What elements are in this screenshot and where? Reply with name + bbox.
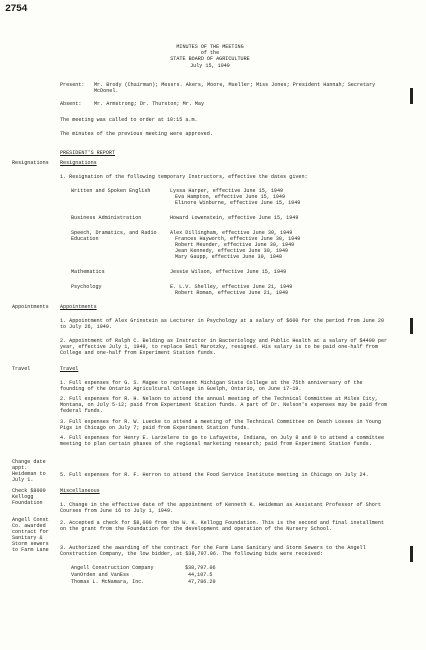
resignation-name: Eva Hampton, effective June 15, 1949 [175,194,286,200]
bid-amount: $38,797.06 [185,565,216,571]
margin-note-check: Check $8000 Kellogg Foundation [12,488,46,506]
travel-item: 1. Full expenses for G. S. Magee to represent Michigan State College at the 75th anniversary of the founding of the Ontario Agricultural College in Guelph, Ontario, on June 17-19. [60,380,363,392]
resignation-dept: Psychology [71,284,102,290]
resignation-name: Frances Hayworth, effective June 30, 1949 [175,236,301,242]
travel-item: 4. Full expenses for Henry E. Larzelere to go to Lafayette, Indiana, on July 8 and 9 to attend a committee meeting to plan certain phases of the regional marketing research; paid from Experiment Station funds. [60,435,385,447]
appointment-item: 2. Appointment of Ralph C. Belding as Instructor in Bacteriology and Public Health at a salary of $4400 per year, effective July 1, 1949, to replace Emil Marotzky, resigned. His salary is to be paid one-half from College and one-half from Experiment Station funds. [60,338,388,356]
absent-label: Absent: [60,101,82,107]
resignation-name: Lyssa Harper, effective June 15, 1949 [170,188,284,194]
absent-text: Mr. Armstrong; Dr. Thurston; Mr. May [94,101,205,107]
margin-travel: Travel [12,366,31,372]
appointment-item: 1. Appointment of Alex Grinstein as Lecturer in Psychology at a salary of $600 for the period from June 20 to July 26, 1949. [60,318,385,330]
resignation-dept: Written and Spoken English [71,188,151,194]
scan-mark-2 [410,318,413,334]
resignation-name: Mary Gaupp, effective June 30, 1949 [175,254,282,260]
resignation-name: Jean Kennedy, effective June 30, 1949 [175,248,289,254]
resignation-name: Robert Meunder, effective June 30, 1949 [175,242,295,248]
scan-mark-3 [410,546,413,562]
present-text: Mr. Brody (Chairman); Messrs. Akers, Moore, Mueller; Miss Jones; President Hannah; Secretary McDonel. [94,82,376,94]
header-line-2: of the [200,50,220,56]
order-text: The meeting was called to order at 10:15 a.m. [60,117,198,123]
misc-item: 3. Authorized the awarding of the contract for the Farm Lane Sanitary and Storm Sewers to the Angell Construction Company, the low bidder, at $38,797.06. The following bids were received: [60,545,366,557]
page-number: 2754 [5,4,28,15]
misc-item: 2. Accepted a check for $8,000 from the W. K. Kellogg Foundation. This is the second and final installment on the grant from the Foundation for the development and operation of the Nursery School. [60,520,385,532]
resignation-name: Howard Lowenstein, effective June 15, 1949 [170,215,299,221]
minutes-text: The minutes of the previous meeting were approved. [60,131,213,137]
miscellaneous-heading: Miscellaneous [60,488,100,494]
resignation-name: E. L.V. Shelley, effective June 21, 1949 [170,284,293,290]
resignation-dept: Business Administration [71,215,142,221]
appointments-heading: Appointments [60,304,97,310]
resignation-name: Elinore Winburne, effective June 15, 1949 [175,200,301,206]
header-line-1: MINUTES OF THE MEETING [176,44,244,50]
bid-name: Thomas L. McNamara, Inc. [71,579,145,585]
margin-note-change-date: Change date appt. Heideman to July 1. [12,459,46,483]
header-date: July 15, 1949 [190,63,230,69]
misc-item: 1. Change in the effective date of the appointment of Kenneth K. Heideman as Assistant Professor of Short Courses from June 16 to July 1, 1949. [60,502,381,514]
resignation-name: Robert Roman, effective June 21, 1949 [175,290,289,296]
travel-item: 5. Full expenses for R. F. Herron to attend the Food Service Institute meeting in Chicago on July 24. [60,472,369,478]
header-line-3: STATE BOARD OF AGRICULTURE [170,56,250,62]
margin-resignations: Resignations [12,160,49,166]
resignation-name: Alex Dillingham, effective June 30, 1949 [170,230,293,236]
scan-mark-1 [410,88,413,104]
travel-item: 2. Full expenses for R. H. Nelson to attend the annual meeting of the Technical Committee at Miles City, Montana, on July 5-12; paid from Experiment Station funds. A part of Dr. Nelson's expenses may be paid from federal funds. [60,396,388,414]
bid-name: Angell Construction Company [71,565,154,571]
bid-amount: 47,786.20 [188,579,216,585]
bid-amount: 44,107.5 [188,572,213,578]
margin-appointments: Appointments [12,304,49,310]
resignations-item-1: 1. Resignation of the following temporary Instructors, effective the dates given: [60,174,308,180]
resignations-heading: Resignations [60,160,97,166]
travel-heading: Travel [60,366,79,372]
resignation-name: Jessie Wilson, effective June 15, 1949 [170,269,287,275]
resignation-dept: Mathematics [71,269,105,275]
bid-name: VanOrden and VanEss [71,572,130,578]
resignation-dept: Speech, Dramatics, and Radio Education [71,230,157,242]
presidents-report-heading: PRESIDENT'S REPORT [60,150,116,156]
travel-item: 3. Full expenses for R. W. Luecke to attend a meeting of the Technical Committee on Death Losses in Young Pigs in Chicago on July 7; paid from Experiment Station funds. [60,419,381,431]
margin-note-angell: Angell Const Co. awarded contract for Sanitary & Storm sewers to Farm Lane [12,517,49,553]
present-label: Present: [60,82,85,88]
